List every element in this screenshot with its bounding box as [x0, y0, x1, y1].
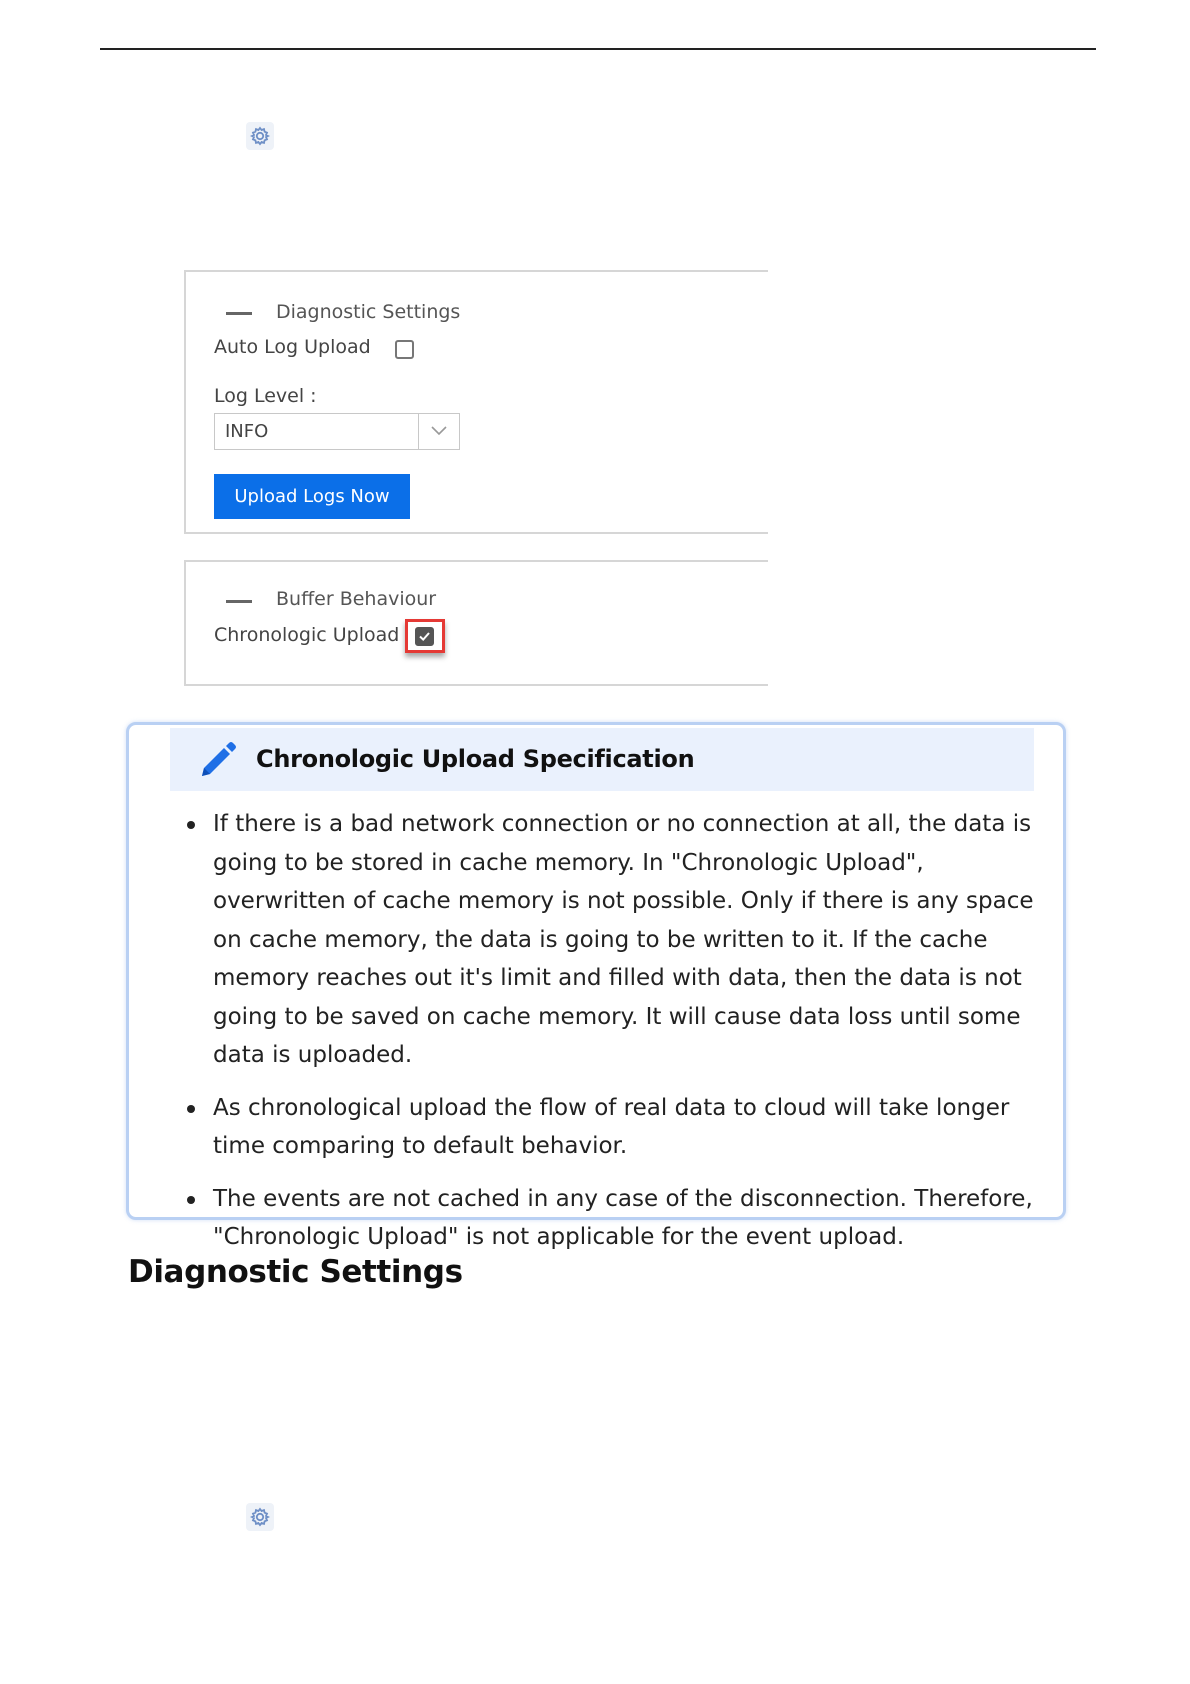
note-callout — [126, 722, 1066, 1250]
pencil-icon — [196, 740, 238, 782]
chevron-down-icon[interactable] — [429, 423, 449, 439]
select-divider — [418, 414, 419, 449]
note-header — [170, 728, 1034, 791]
log-level-value: INFO — [225, 421, 269, 442]
gear-icon[interactable] — [246, 122, 274, 150]
list-item: As chronological upload the flow of real data to cloud will take longer time comparing to default behavior. — [187, 1089, 1047, 1166]
auto-log-upload-checkbox[interactable] — [395, 340, 414, 359]
collapse-icon[interactable] — [226, 600, 252, 603]
buffer-behaviour-panel — [184, 560, 768, 686]
gear-icon[interactable] — [246, 1503, 274, 1531]
section-heading: Diagnostic Settings — [128, 1254, 463, 1290]
buffer-panel-title: Buffer Behaviour — [276, 588, 437, 610]
log-level-label: Log Level : — [214, 385, 317, 407]
list-item: If there is a bad network connection or no connection at all, the data is going to be stored in cache memory. In "Chronologic Upload", overwritten of cache memory is not possible. Only if there is any space on cache memory, the data is going to be written to it. If the cache memory reaches out it's limit and filled with data, then the data is not going to be saved on cache memory. It will cause data loss until some data is uploaded. — [187, 805, 1047, 1075]
check-icon — [417, 629, 432, 644]
diagnostic-settings-panel — [184, 270, 768, 534]
auto-log-upload-label: Auto Log Upload — [214, 336, 371, 358]
diagnostic-panel-title: Diagnostic Settings — [276, 301, 461, 323]
note-title: Chronologic Upload Specification — [256, 745, 695, 773]
upload-logs-now-button[interactable]: Upload Logs Now — [214, 474, 410, 519]
list-item: The events are not cached in any case of the disconnection. Therefore, "Chronologic Upload" is not applicable for the event upload. — [187, 1180, 1047, 1257]
collapse-icon[interactable] — [226, 312, 252, 315]
note-bullet-list — [187, 805, 1047, 1271]
top-rule — [100, 48, 1096, 50]
log-level-select[interactable] — [214, 413, 460, 450]
chronologic-upload-checkbox[interactable] — [415, 627, 434, 646]
chronologic-upload-label: Chronologic Upload — [214, 624, 400, 646]
